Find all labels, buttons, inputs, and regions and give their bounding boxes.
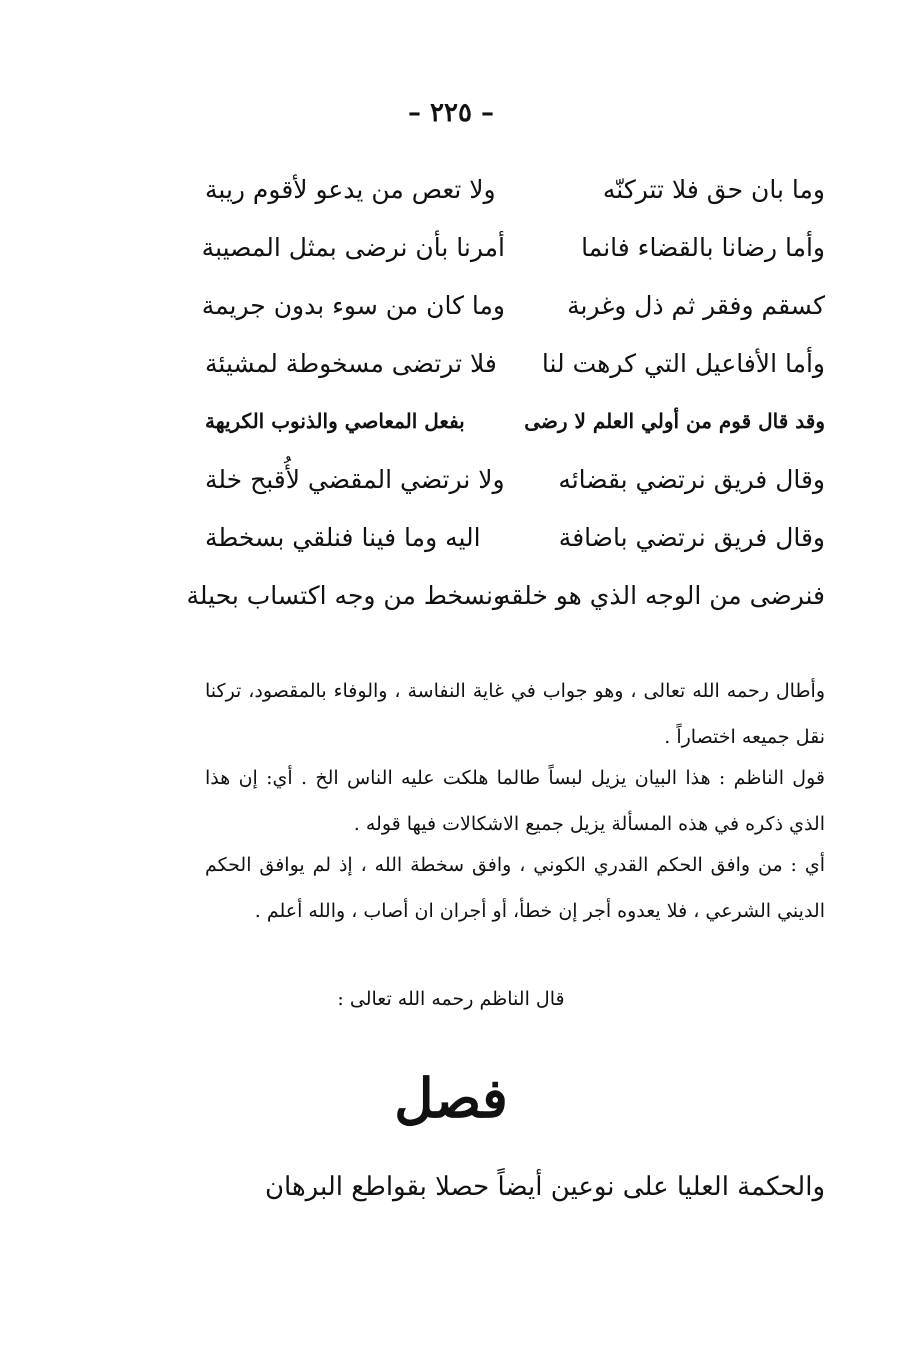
verse-second-hemistich: أمرنا بأن نرضى بمثل المصيبة <box>201 232 505 262</box>
verse-second-hemistich: وما كان من سوء بدون جريمة <box>201 290 505 320</box>
verse-row <box>205 392 825 450</box>
section-heading: فصل <box>394 1066 508 1130</box>
verse-row <box>205 508 825 566</box>
prose-text: وأطال رحمه الله تعالى ، وهو جواب في غاية النفاسة ، والوفاء بالمقصود، تركنا نقل جميعه اختصاراً . <box>205 680 825 748</box>
verse-second-hemistich: ونسخط من وجه اكتساب بحيلة <box>186 580 505 610</box>
verse-first-hemistich: وقد قال قوم من أولي العلم لا رضى <box>524 409 825 433</box>
prose-text: قول الناظم : هذا البيان يزيل لبساً طالما هلكت عليه الناس الخ . أي: إن هذا الذي ذكره في هذه المسألة يزيل جميع الاشكالات فيها قوله . <box>205 767 825 835</box>
verse-row <box>205 160 825 218</box>
prose-text: أي : من وافق الحكم القدري الكوني ، وافق سخطة الله ، إذ لم يوافق الحكم الديني الشرعي ، فلا يعدوه أجر إن خطأ، أو أجران ان أصاب ، والله أعلم . <box>205 854 825 922</box>
prose-paragraph-2 <box>205 755 825 847</box>
verse-second-hemistich: اليه وما فينا فنلقي بسخطة <box>205 522 481 552</box>
verse-first-hemistich: وقال فريق نرتضي بقضائه <box>558 464 825 494</box>
poem <box>186 160 825 624</box>
verse-second-hemistich: ولا تعص من يدعو لأقوم ريبة <box>205 174 496 204</box>
verse-first-hemistich: فنرضى من الوجه الذي هو خلقه <box>498 580 825 610</box>
verse-row <box>205 334 825 392</box>
verse-first-hemistich: وأما رضانا بالقضاء فانما <box>581 232 825 262</box>
verse-first-hemistich: وقال فريق نرتضي باضافة <box>558 522 825 552</box>
verse-row <box>186 566 825 624</box>
final-verse: والحكمة العليا على نوعين أيضاً حصلا بقواطع البرهان <box>264 1172 825 1202</box>
page-number: – ٢٢٥ – <box>407 98 495 128</box>
verse-second-hemistich: ولا نرتضي المقضي لأُقبح خلة <box>205 464 505 494</box>
verse-row <box>205 450 825 508</box>
prose-paragraph-3 <box>205 842 825 934</box>
prose-paragraph-1 <box>205 668 825 760</box>
verse-row <box>201 218 825 276</box>
section-intro: قال الناظم رحمه الله تعالى : <box>337 988 565 1010</box>
verse-first-hemistich: وأما الأفاعيل التي كرهت لنا <box>541 348 825 378</box>
verse-second-hemistich: فلا ترتضى مسخوطة لمشيئة <box>205 348 497 378</box>
verse-second-hemistich: بفعل المعاصي والذنوب الكريهة <box>205 409 465 433</box>
verse-first-hemistich: كسقم وفقر ثم ذل وغربة <box>567 290 825 320</box>
verse-first-hemistich: وما بان حق فلا تتركنّه <box>602 174 825 204</box>
verse-row <box>201 276 825 334</box>
